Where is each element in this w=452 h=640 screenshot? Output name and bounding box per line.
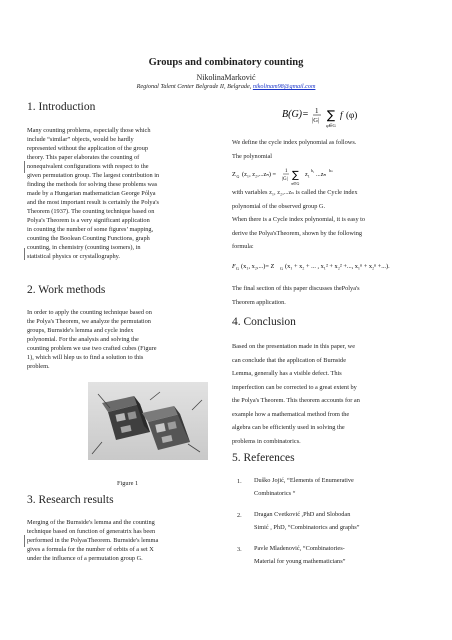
formula-burnside (282, 104, 392, 133)
text-line: Theorem application. (232, 298, 286, 306)
svg-text:bₙ: bₙ (329, 168, 333, 173)
affiliation (0, 83, 452, 90)
text-line: imperfection can be corrected to a great extent by (232, 383, 357, 391)
reference-line: Dragan Cvetković ,PhD and Slobodan (254, 511, 351, 518)
reference-line: Combinatorics “ (254, 489, 296, 497)
text-line: can conclude that the application of Burnside (232, 356, 347, 364)
conclusion-text (232, 340, 437, 448)
text-line: represented without the application of the group (27, 145, 149, 152)
reference-line: Pavle Mladenović, “Combinatories- (254, 545, 345, 552)
final-section-text (232, 282, 437, 309)
text-line: technique based on function of generatrix has been (27, 528, 156, 535)
text-line: theory. This paper elaborates the counting of (27, 154, 140, 161)
revision-bar (24, 535, 25, 547)
text-line: Merging of the Burnside's lemma and the counting (27, 519, 155, 526)
text-line: Based on the presentation made in this paper, we (232, 343, 356, 350)
text-line: include “similar” objects, would be hardly (27, 136, 134, 143)
svg-text:∑: ∑ (292, 170, 299, 181)
svg-text:f: f (340, 110, 343, 120)
affiliation-text: Regional Talent Center Belgrade II, Belgrade, (136, 83, 253, 90)
revision-bar (24, 248, 25, 260)
section-heading-conclusion: 4. Conclusion (232, 316, 296, 328)
svg-text:|G|: |G| (282, 177, 288, 182)
svg-text:|G|: |G| (312, 117, 320, 124)
text-line: gives a formula for the number of orbits of a set X (27, 546, 154, 553)
text-line: 1), which will hlep us to find a solution to this (27, 354, 144, 361)
introduction-text (27, 126, 217, 261)
text-line: the Polya's Theorem. This theorem accounts for an (232, 397, 360, 404)
text-line: finding the methods for solving these problems was (27, 181, 158, 188)
formula-cycle-index-svg (232, 164, 362, 188)
text-line: statistical physics or crystallography. (27, 253, 120, 260)
svg-text:G: G (236, 266, 239, 271)
text-line: Polya's Theorem is a very significant application (27, 217, 150, 224)
reference-item (254, 509, 359, 534)
text-line: We define the cycle index polynomial as follows. (232, 139, 357, 146)
reference-number: 2. (237, 512, 242, 519)
text-line: example how a mathematical method from the (232, 410, 350, 418)
svg-text:1: 1 (315, 107, 319, 115)
svg-text:Z: Z (232, 171, 236, 178)
section-heading-research-results: 3. Research results (27, 494, 114, 506)
research-results-text (27, 518, 217, 563)
text-line: The final section of this paper discusses thePolya's (232, 285, 360, 292)
text-line: In order to apply the counting technique based on (27, 309, 152, 316)
section-heading-references: 5. References (232, 452, 295, 464)
text-line: Lemma, generally has a visible defect. This (232, 370, 342, 377)
text-line: in counting the number of some figures’ mapping, (27, 226, 154, 233)
paper-title: Groups and combinatory counting (148, 57, 304, 68)
formula-polya-svg (232, 258, 442, 272)
author-name: NikolinaMarković (196, 73, 256, 82)
text-line: made by a Hungarian mathematician George Pólya (27, 190, 156, 197)
text-line: When there is a Cycle index polynomial, it is easy to (232, 216, 366, 223)
text-line: the Polya's Theorem, we analyze the permutation (27, 318, 151, 325)
text-line: Many counting problems, especially those which (27, 127, 151, 134)
text-line: problem. (27, 363, 50, 370)
revision-bar (24, 161, 25, 173)
text-line: polynomial of the observed group G. (232, 202, 326, 210)
svg-text:1: 1 (285, 169, 288, 174)
text-line: groups, Burnside's lemma and cycle index (27, 327, 134, 334)
references-list (232, 478, 442, 598)
text-line: with variables z₁, z₂,...zₙ is called the Cycle index (232, 189, 358, 196)
text-line: given permutation group. The largest contribution in (27, 172, 160, 179)
text-line: nonequivalent configurations with respect to the (27, 163, 149, 170)
svg-text:φ∈G: φ∈G (326, 123, 336, 128)
reference-number: 1. (237, 478, 242, 485)
text-line: performed in the PolyasTheorem. Burnside's lemma (27, 537, 159, 544)
email-link[interactable]: nikolinam98@gmail.com (252, 83, 316, 90)
text-line: algebra can be efficiently used in solving the (232, 424, 345, 431)
text-line: The polynomial (232, 152, 273, 160)
text-line: and the most important result is certainly the Polya's (27, 199, 159, 206)
figure-caption: Figure 1 (117, 480, 139, 487)
svg-text:G: G (280, 266, 283, 271)
reference-line: Material for young mathematicians” (254, 557, 346, 565)
text-line: Theorem (1937). The counting technique based on (27, 208, 155, 215)
text-line: under the influence of a permutation group G. (27, 555, 143, 562)
text-line: formula: (232, 243, 254, 250)
svg-text:π∈G: π∈G (291, 181, 300, 186)
svg-text:b₁: b₁ (311, 168, 315, 173)
reference-number: 3. (237, 546, 242, 553)
reference-line: Duško Jojić, “Elements of Enumerative (254, 477, 354, 484)
text-line: counting the Boolean Counting Functions, graph (27, 235, 150, 242)
section-heading-introduction: 1. Introduction (27, 101, 96, 113)
text-line: derive the Polya'sTheorem, shown by the following (232, 229, 363, 237)
reference-item (254, 543, 345, 568)
svg-text:z₁: z₁ (305, 171, 310, 178)
formula-polya (232, 258, 442, 277)
text-line: polynomial. For the analysis and solving the (27, 336, 139, 343)
svg-text:(φ): (φ) (346, 110, 358, 120)
reference-line: Simić , PhD, “Combinatorics and graphs” (254, 523, 360, 531)
svg-text:(x₁ + x₂ + ... , x₁² + x₂² +..: (x₁ + x₂ + ... , x₁² + x₂² +..., x₁ⁿ + x₂ⁿ +...). (285, 263, 390, 270)
svg-text:B(G)=: B(G)= (282, 109, 309, 120)
work-methods-text (27, 308, 217, 371)
svg-text:∑: ∑ (327, 108, 336, 122)
text-line: counting, in chemistry (counting isomers), in (27, 244, 141, 251)
svg-text:(x₁, x₂,...)= Z: (x₁, x₂,...)= Z (241, 263, 275, 270)
text-line: problems in combinatorics. (232, 437, 301, 445)
svg-text:F: F (232, 263, 236, 270)
reference-item (254, 475, 354, 500)
formula-burnside-svg (282, 104, 392, 128)
section-heading-work-methods: 2. Work methods (27, 284, 106, 296)
svg-text:(z₁, z₂,...zₙ) =: (z₁, z₂,...zₙ) = (242, 171, 277, 178)
text-line: counting problem we use two crafted cubes (Figure (27, 345, 157, 352)
svg-text:...zₙ: ...zₙ (316, 171, 327, 178)
cycle-index-description-text (232, 186, 437, 254)
svg-text:G: G (236, 174, 240, 179)
figure-cubes-image (88, 382, 208, 460)
cycle-index-intro-text (232, 136, 432, 163)
